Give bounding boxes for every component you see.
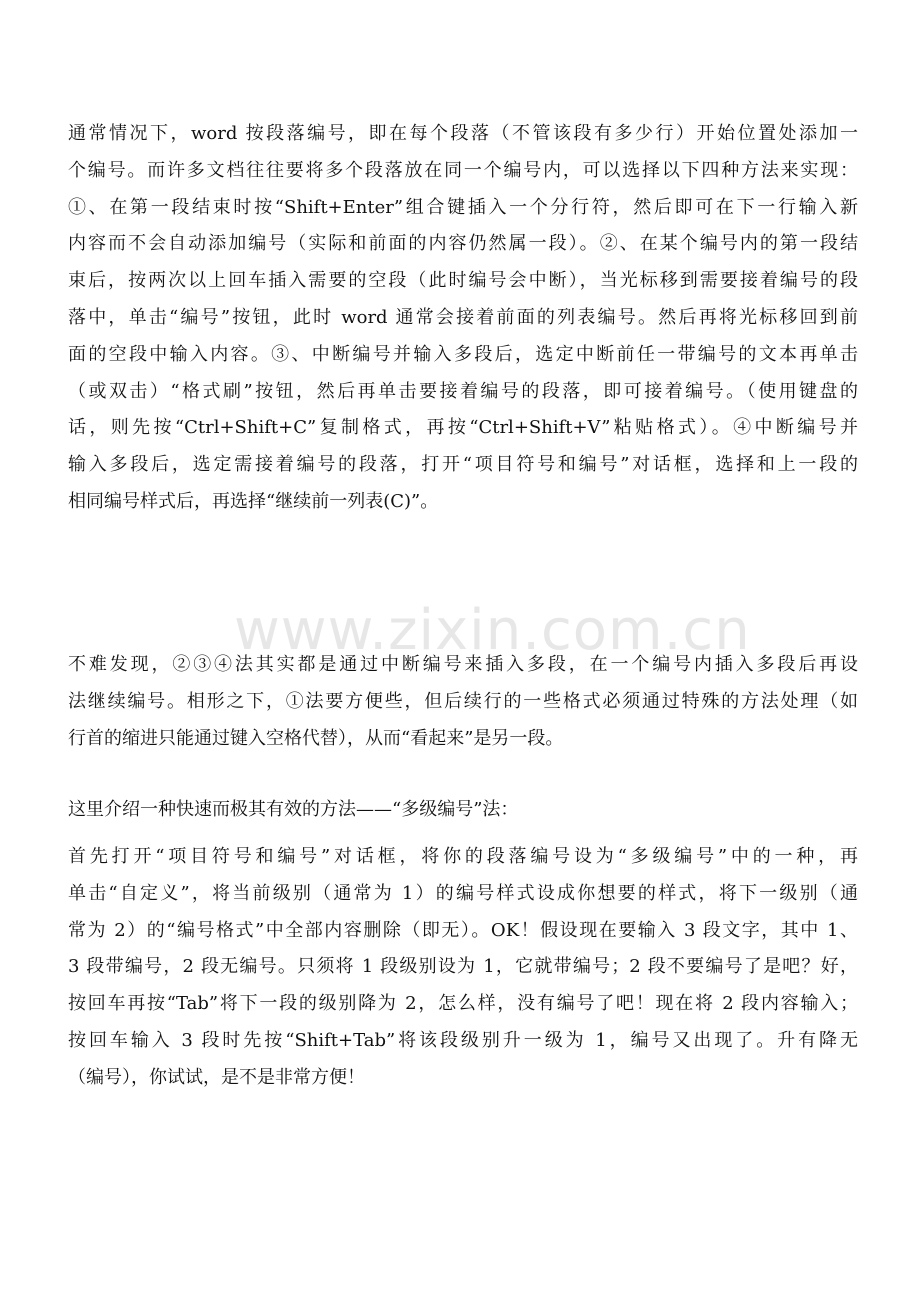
text-line: ①、在第一段结束时按“Shift+Enter”组合键插入一个分行符，然后即可在下一行输入新 — [68, 196, 858, 218]
text-line: 3 段带编号，2 段无编号。只须将 1 段级别设为 1，它就带编号；2 段不要编号了是吧？好， — [68, 956, 858, 978]
text-line: （编号），你试试，是不是非常方便！ — [68, 1066, 365, 1088]
text-line: 面的空段中输入内容。③、中断编号并输入多段后，选定中断前任一带编号的文本再单击 — [68, 343, 858, 365]
paragraph-4 — [68, 839, 858, 1097]
text-line: 按回车输入 3 段时先按“Shift+Tab”将该段级别升一级为 1，编号又出现了。升有降无 — [68, 1029, 858, 1051]
text-line: 输入多段后，选定需接着编号的段落，打开“项目符号和编号”对话框，选择和上一段的 — [68, 454, 858, 476]
text-line: 话，则先按“Ctrl+Shift+C”复制格式，再按“Ctrl+Shift+V”粘贴格式）。④中断编号并 — [68, 417, 858, 439]
paragraph-2 — [68, 647, 858, 757]
text-line: 单击“自定义”，将当前级别（通常为 1）的编号样式设成你想要的样式，将下一级别（通 — [68, 882, 858, 904]
text-line: 法继续编号。相形之下，①法要方便些，但后续行的一些格式必须通过特殊的方法处理（如 — [68, 690, 858, 712]
paragraph-1 — [68, 116, 858, 521]
text-line: 相同编号样式后，再选择“继续前一列表(C)”。 — [68, 490, 439, 512]
text-line: 内容而不会自动添加编号（实际和前面的内容仍然属一段）。②、在某个编号内的第一段结 — [68, 233, 858, 255]
text-line: 落中，单击“编号”按钮，此时 word 通常会接着前面的列表编号。然后再将光标移回到前 — [68, 306, 858, 328]
text-line: 行首的缩进只能通过键入空格代替），从而“看起来”是另一段。 — [68, 727, 564, 749]
text-line: （或双击）“格式刷”按钮，然后再单击要接着编号的段落，即可接着编号。（使用键盘的 — [68, 380, 858, 402]
text-line: 个编号。而许多文档往往要将多个段落放在同一个编号内，可以选择以下四种方法来实现： — [68, 159, 858, 181]
text-line: 常为 2）的“编号格式”中全部内容删除（即无）。OK！假设现在要输入 3 段文字，其中 1、 — [68, 919, 858, 941]
text-line: 按回车再按“Tab”将下一段的级别降为 2，怎么样，没有编号了吧！现在将 2 段内容输入； — [68, 993, 858, 1015]
text-line: 通常情况下，word 按段落编号，即在每个段落（不管该段有多少行）开始位置处添加一 — [68, 123, 858, 144]
text-line: 束后，按两次以上回车插入需要的空段（此时编号会中断），当光标移到需要接着编号的段 — [68, 270, 858, 292]
text-line: 这里介绍一种快速而极其有效的方法——“多级编号”法： — [68, 799, 519, 820]
text-line: 不难发现，②③④法其实都是通过中断编号来插入多段，在一个编号内插入多段后再设 — [68, 654, 858, 675]
text-line: 首先打开“项目符号和编号”对话框，将你的段落编号设为“多级编号”中的一种，再 — [68, 846, 858, 867]
watermark: www.zixin.com.cn — [234, 598, 751, 663]
paragraph-3 — [68, 792, 858, 829]
